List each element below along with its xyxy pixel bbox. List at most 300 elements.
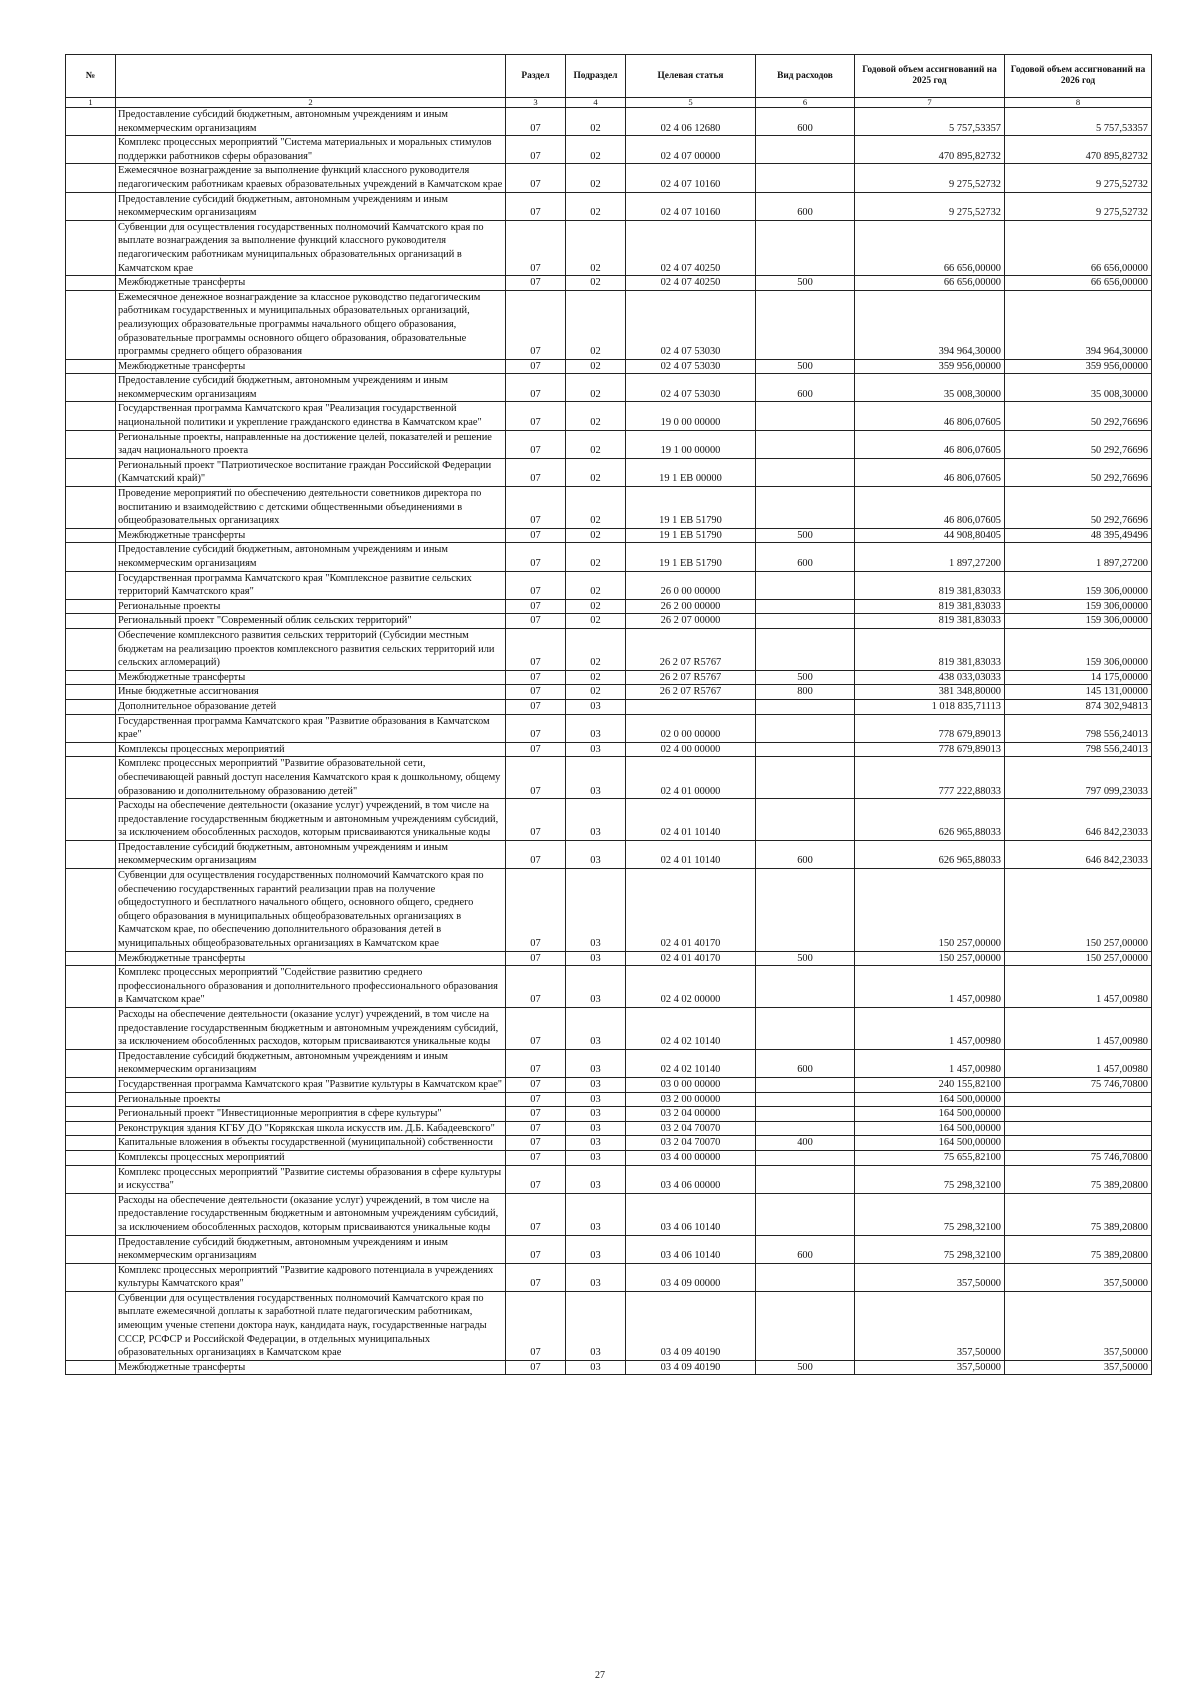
expense-type-cell: [756, 699, 855, 714]
razdel-cell: 07: [506, 571, 566, 599]
table-row: [66, 614, 1152, 629]
podrazdel-cell: 02: [566, 528, 626, 543]
target-article-cell: 02 4 01 00000: [626, 757, 756, 799]
target-article-cell: 03 4 09 40190: [626, 1360, 756, 1375]
amount-2026-cell: [1005, 1136, 1152, 1151]
header-name: [116, 55, 506, 98]
razdel-cell: 07: [506, 1193, 566, 1235]
amount-2026-cell: 159 306,00000: [1005, 614, 1152, 629]
razdel-cell: 07: [506, 869, 566, 952]
amount-2026-cell: 75 389,20800: [1005, 1165, 1152, 1193]
row-name-cell: Межбюджетные трансферты: [116, 670, 506, 685]
razdel-cell: 07: [506, 192, 566, 220]
amount-2025-cell: 66 656,00000: [855, 220, 1005, 275]
amount-2026-cell: 1 897,27200: [1005, 543, 1152, 571]
row-number-cell: [66, 1049, 116, 1077]
amount-2026-cell: [1005, 1092, 1152, 1107]
target-article-cell: 03 2 04 70070: [626, 1121, 756, 1136]
column-number: 8: [1005, 98, 1152, 108]
podrazdel-cell: 02: [566, 670, 626, 685]
expense-type-cell: 500: [756, 1360, 855, 1375]
expense-type-cell: [756, 220, 855, 275]
razdel-cell: 07: [506, 1077, 566, 1092]
target-article-cell: 26 2 07 00000: [626, 614, 756, 629]
row-number-cell: [66, 670, 116, 685]
amount-2025-cell: 35 008,30000: [855, 374, 1005, 402]
podrazdel-cell: 03: [566, 869, 626, 952]
table-row: [66, 1049, 1152, 1077]
row-number-cell: [66, 1150, 116, 1165]
header-row: [66, 55, 1152, 98]
razdel-cell: 07: [506, 220, 566, 275]
podrazdel-cell: 02: [566, 599, 626, 614]
budget-table: [65, 54, 1152, 1375]
expense-type-cell: [756, 136, 855, 164]
podrazdel-cell: 02: [566, 685, 626, 700]
table-row: [66, 374, 1152, 402]
row-name-cell: Иные бюджетные ассигнования: [116, 685, 506, 700]
table-row: [66, 799, 1152, 841]
amount-2025-cell: 626 965,88033: [855, 799, 1005, 841]
header-razdel: Раздел: [506, 55, 566, 98]
row-number-cell: [66, 1193, 116, 1235]
row-name-cell: Региональные проекты, направленные на достижение целей, показателей и решение задач национального проекта: [116, 430, 506, 458]
table-row: [66, 1077, 1152, 1092]
amount-2026-cell: 50 292,76696: [1005, 458, 1152, 486]
row-name-cell: Предоставление субсидий бюджетным, автономным учреждениям и иным некоммерческим организациям: [116, 1049, 506, 1077]
row-number-cell: [66, 742, 116, 757]
podrazdel-cell: 02: [566, 487, 626, 529]
razdel-cell: 07: [506, 402, 566, 430]
podrazdel-cell: 03: [566, 1121, 626, 1136]
amount-2026-cell: 66 656,00000: [1005, 220, 1152, 275]
table-row: [66, 1136, 1152, 1151]
expense-type-cell: [756, 757, 855, 799]
razdel-cell: 07: [506, 164, 566, 192]
expense-type-cell: 400: [756, 1136, 855, 1151]
target-article-cell: 26 2 07 R5767: [626, 670, 756, 685]
expense-type-cell: 600: [756, 543, 855, 571]
row-number-cell: [66, 571, 116, 599]
table-row: [66, 1165, 1152, 1193]
header-no: №: [66, 55, 116, 98]
row-name-cell: Ежемесячное денежное вознаграждение за классное руководство педагогическим работникам государственных и муниципальных образовательных организаций, реализующих образовательные программы начального общего образования, образовательные программы основного общего образования, образовательные программы среднего общего образования: [116, 290, 506, 359]
table-row: [66, 951, 1152, 966]
row-name-cell: Капитальные вложения в объекты государственной (муниципальной) собственности: [116, 1136, 506, 1151]
row-number-cell: [66, 374, 116, 402]
target-article-cell: 26 2 07 R5767: [626, 628, 756, 670]
target-article-cell: 03 4 00 00000: [626, 1150, 756, 1165]
row-number-cell: [66, 276, 116, 291]
expense-type-cell: [756, 402, 855, 430]
table-row: [66, 599, 1152, 614]
amount-2026-cell: 798 556,24013: [1005, 714, 1152, 742]
expense-type-cell: 600: [756, 840, 855, 868]
expense-type-cell: [756, 571, 855, 599]
razdel-cell: 07: [506, 1263, 566, 1291]
row-name-cell: Субвенции для осуществления государственных полномочий Камчатского края по выплате вознаграждения за выполнение функций классного руководителя педагогическим работникам муниципальных образовательных организаций в Камчатском крае: [116, 220, 506, 275]
razdel-cell: 07: [506, 951, 566, 966]
table-row: [66, 487, 1152, 529]
row-name-cell: Предоставление субсидий бюджетным, автономным учреждениям и иным некоммерческим организациям: [116, 108, 506, 136]
amount-2025-cell: 778 679,89013: [855, 742, 1005, 757]
table-row: [66, 1121, 1152, 1136]
podrazdel-cell: 02: [566, 192, 626, 220]
column-number: 7: [855, 98, 1005, 108]
expense-type-cell: 600: [756, 1235, 855, 1263]
row-number-cell: [66, 359, 116, 374]
target-article-cell: 03 4 09 00000: [626, 1263, 756, 1291]
podrazdel-cell: 03: [566, 1291, 626, 1360]
podrazdel-cell: 02: [566, 430, 626, 458]
amount-2026-cell: 14 175,00000: [1005, 670, 1152, 685]
amount-2026-cell: 646 842,23033: [1005, 840, 1152, 868]
row-number-cell: [66, 1263, 116, 1291]
expense-type-cell: [756, 1077, 855, 1092]
expense-type-cell: 800: [756, 685, 855, 700]
target-article-cell: 02 4 01 40170: [626, 951, 756, 966]
razdel-cell: 07: [506, 1008, 566, 1050]
expense-type-cell: 600: [756, 192, 855, 220]
target-article-cell: 19 1 EB 51790: [626, 543, 756, 571]
table-row: [66, 458, 1152, 486]
table-row: [66, 402, 1152, 430]
razdel-cell: 07: [506, 136, 566, 164]
expense-type-cell: 600: [756, 1049, 855, 1077]
header-expense-type: Вид расходов: [756, 55, 855, 98]
row-number-cell: [66, 1136, 116, 1151]
target-article-cell: 03 4 06 10140: [626, 1235, 756, 1263]
target-article-cell: 03 2 00 00000: [626, 1092, 756, 1107]
target-article-cell: 02 4 07 53030: [626, 359, 756, 374]
header-target-article: Целевая статья: [626, 55, 756, 98]
razdel-cell: 07: [506, 1049, 566, 1077]
target-article-cell: 03 0 00 00000: [626, 1077, 756, 1092]
razdel-cell: 07: [506, 840, 566, 868]
razdel-cell: 07: [506, 487, 566, 529]
amount-2025-cell: 470 895,82732: [855, 136, 1005, 164]
amount-2025-cell: 819 381,83033: [855, 628, 1005, 670]
row-name-cell: Региональный проект "Современный облик сельских территорий": [116, 614, 506, 629]
table-row: [66, 136, 1152, 164]
amount-2026-cell: 797 099,23033: [1005, 757, 1152, 799]
target-article-cell: 03 2 04 00000: [626, 1107, 756, 1122]
expense-type-cell: [756, 458, 855, 486]
target-article-cell: 03 4 06 00000: [626, 1165, 756, 1193]
amount-2026-cell: 145 131,00000: [1005, 685, 1152, 700]
row-number-cell: [66, 1092, 116, 1107]
row-number-cell: [66, 799, 116, 841]
amount-2025-cell: 357,50000: [855, 1360, 1005, 1375]
budget-table-sheet: [65, 54, 1151, 1375]
amount-2025-cell: 46 806,07605: [855, 487, 1005, 529]
row-name-cell: Субвенции для осуществления государственных полномочий Камчатского края по выплате ежемесячной доплаты к заработной плате педагогическим работникам, имеющим ученые степени доктора наук, кандидата наук, государственные награды СССР, РСФСР и Российской Федерации, в отдельных муниципальных образовательных организациях в Камчатском крае: [116, 1291, 506, 1360]
amount-2025-cell: 66 656,00000: [855, 276, 1005, 291]
expense-type-cell: [756, 290, 855, 359]
column-number: 1: [66, 98, 116, 108]
row-name-cell: Ежемесячное вознаграждение за выполнение функций классного руководителя педагогическим работникам краевых образовательных учреждений в Камчатском крае: [116, 164, 506, 192]
amount-2026-cell: 75 389,20800: [1005, 1235, 1152, 1263]
razdel-cell: 07: [506, 1360, 566, 1375]
podrazdel-cell: 02: [566, 290, 626, 359]
podrazdel-cell: 02: [566, 458, 626, 486]
expense-type-cell: [756, 966, 855, 1008]
amount-2025-cell: 381 348,80000: [855, 685, 1005, 700]
row-number-cell: [66, 430, 116, 458]
expense-type-cell: [756, 599, 855, 614]
header-year-2025: Годовой объем ассигнований на 2025 год: [855, 55, 1005, 98]
row-name-cell: Государственная программа Камчатского края "Развитие образования в Камчатском крае": [116, 714, 506, 742]
row-name-cell: Региональные проекты: [116, 599, 506, 614]
row-number-cell: [66, 614, 116, 629]
row-name-cell: Предоставление субсидий бюджетным, автономным учреждениям и иным некоммерческим организациям: [116, 192, 506, 220]
amount-2025-cell: 46 806,07605: [855, 402, 1005, 430]
row-name-cell: Комплексы процессных мероприятий: [116, 742, 506, 757]
podrazdel-cell: 03: [566, 1049, 626, 1077]
expense-type-cell: 600: [756, 108, 855, 136]
razdel-cell: 07: [506, 1165, 566, 1193]
row-name-cell: Предоставление субсидий бюджетным, автономным учреждениям и иным некоммерческим организациям: [116, 374, 506, 402]
expense-type-cell: 500: [756, 528, 855, 543]
expense-type-cell: [756, 164, 855, 192]
amount-2026-cell: 874 302,94813: [1005, 699, 1152, 714]
amount-2026-cell: 150 257,00000: [1005, 869, 1152, 952]
column-number: 3: [506, 98, 566, 108]
column-number-row: [66, 98, 1152, 108]
target-article-cell: 03 4 09 40190: [626, 1291, 756, 1360]
amount-2026-cell: 159 306,00000: [1005, 599, 1152, 614]
amount-2026-cell: 150 257,00000: [1005, 951, 1152, 966]
row-number-cell: [66, 458, 116, 486]
podrazdel-cell: 03: [566, 799, 626, 841]
podrazdel-cell: 03: [566, 840, 626, 868]
row-name-cell: Комплекс процессных мероприятий "Содействие развитию среднего профессионального образования и дополнительного профессионального образования в Камчатском крае": [116, 966, 506, 1008]
amount-2025-cell: 240 155,82100: [855, 1077, 1005, 1092]
amount-2025-cell: 150 257,00000: [855, 869, 1005, 952]
table-row: [66, 108, 1152, 136]
razdel-cell: 07: [506, 458, 566, 486]
razdel-cell: 07: [506, 1092, 566, 1107]
column-number: 2: [116, 98, 506, 108]
podrazdel-cell: 02: [566, 136, 626, 164]
amount-2025-cell: 819 381,83033: [855, 571, 1005, 599]
amount-2025-cell: 357,50000: [855, 1263, 1005, 1291]
target-article-cell: 02 4 07 00000: [626, 136, 756, 164]
row-number-cell: [66, 1360, 116, 1375]
row-number-cell: [66, 628, 116, 670]
table-row: [66, 1360, 1152, 1375]
razdel-cell: 07: [506, 966, 566, 1008]
table-row: [66, 840, 1152, 868]
expense-type-cell: [756, 1092, 855, 1107]
row-number-cell: [66, 951, 116, 966]
row-number-cell: [66, 699, 116, 714]
row-number-cell: [66, 164, 116, 192]
row-name-cell: Обеспечение комплексного развития сельских территорий (Субсидии местным бюджетам на реализацию проектов комплексного развития сельских территорий или сельских агломераций): [116, 628, 506, 670]
row-number-cell: [66, 220, 116, 275]
podrazdel-cell: 02: [566, 276, 626, 291]
table-row: [66, 1092, 1152, 1107]
table-row: [66, 359, 1152, 374]
razdel-cell: 07: [506, 670, 566, 685]
amount-2026-cell: 9 275,52732: [1005, 192, 1152, 220]
amount-2026-cell: [1005, 1107, 1152, 1122]
razdel-cell: 07: [506, 108, 566, 136]
podrazdel-cell: 03: [566, 1193, 626, 1235]
row-number-cell: [66, 402, 116, 430]
target-article-cell: 19 0 00 00000: [626, 402, 756, 430]
razdel-cell: 07: [506, 1150, 566, 1165]
table-row: [66, 430, 1152, 458]
row-name-cell: Межбюджетные трансферты: [116, 951, 506, 966]
amount-2026-cell: 357,50000: [1005, 1360, 1152, 1375]
amount-2026-cell: 48 395,49496: [1005, 528, 1152, 543]
target-article-cell: 02 0 00 00000: [626, 714, 756, 742]
amount-2025-cell: 1 018 835,71113: [855, 699, 1005, 714]
amount-2025-cell: 164 500,00000: [855, 1107, 1005, 1122]
expense-type-cell: 500: [756, 670, 855, 685]
podrazdel-cell: 02: [566, 359, 626, 374]
row-name-cell: Предоставление субсидий бюджетным, автономным учреждениям и иным некоммерческим организациям: [116, 840, 506, 868]
podrazdel-cell: 03: [566, 1107, 626, 1122]
podrazdel-cell: 03: [566, 1136, 626, 1151]
row-name-cell: Субвенции для осуществления государственных полномочий Камчатского края по обеспечению государственных гарантий реализации прав на получение общедоступного и бесплатного начального общего, основного общего, среднего общего образования в муниципальных общеобразовательных организациях в Камчатском крае, по обеспечению дополнительного образования детей в муниципальных общеобразовательных организациях в Камчатском крае: [116, 869, 506, 952]
expense-type-cell: 500: [756, 276, 855, 291]
podrazdel-cell: 02: [566, 614, 626, 629]
razdel-cell: 07: [506, 1136, 566, 1151]
amount-2026-cell: 357,50000: [1005, 1263, 1152, 1291]
expense-type-cell: [756, 614, 855, 629]
amount-2026-cell: 50 292,76696: [1005, 430, 1152, 458]
table-row: [66, 1235, 1152, 1263]
amount-2025-cell: 394 964,30000: [855, 290, 1005, 359]
razdel-cell: 07: [506, 374, 566, 402]
razdel-cell: 07: [506, 543, 566, 571]
row-number-cell: [66, 1121, 116, 1136]
row-name-cell: Межбюджетные трансферты: [116, 276, 506, 291]
amount-2025-cell: 626 965,88033: [855, 840, 1005, 868]
target-article-cell: 03 4 06 10140: [626, 1193, 756, 1235]
row-number-cell: [66, 966, 116, 1008]
row-name-cell: Дополнительное образование детей: [116, 699, 506, 714]
amount-2026-cell: 35 008,30000: [1005, 374, 1152, 402]
podrazdel-cell: 03: [566, 1077, 626, 1092]
amount-2025-cell: 75 298,32100: [855, 1193, 1005, 1235]
amount-2025-cell: 9 275,52732: [855, 192, 1005, 220]
row-number-cell: [66, 840, 116, 868]
row-number-cell: [66, 685, 116, 700]
row-number-cell: [66, 290, 116, 359]
podrazdel-cell: 02: [566, 108, 626, 136]
target-article-cell: 02 4 07 40250: [626, 220, 756, 275]
razdel-cell: 07: [506, 599, 566, 614]
amount-2025-cell: 438 033,03033: [855, 670, 1005, 685]
row-name-cell: Региональный проект "Инвестиционные мероприятия в сфере культуры": [116, 1107, 506, 1122]
row-number-cell: [66, 1235, 116, 1263]
expense-type-cell: 600: [756, 374, 855, 402]
row-number-cell: [66, 599, 116, 614]
row-name-cell: Комплекс процессных мероприятий "Развитие образовательной сети, обеспечивающей равный доступ населения Камчатского края к дошкольному, общему образованию и дополнительному образованию детей": [116, 757, 506, 799]
row-number-cell: [66, 108, 116, 136]
row-number-cell: [66, 543, 116, 571]
amount-2025-cell: 46 806,07605: [855, 430, 1005, 458]
target-article-cell: 02 4 00 00000: [626, 742, 756, 757]
expense-type-cell: [756, 430, 855, 458]
podrazdel-cell: 02: [566, 543, 626, 571]
podrazdel-cell: 03: [566, 714, 626, 742]
podrazdel-cell: 02: [566, 628, 626, 670]
expense-type-cell: 500: [756, 951, 855, 966]
podrazdel-cell: 03: [566, 757, 626, 799]
row-name-cell: Комплекс процессных мероприятий "Развитие кадрового потенциала в учреждениях культуры Камчатского края": [116, 1263, 506, 1291]
row-name-cell: Расходы на обеспечение деятельности (оказание услуг) учреждений, в том числе на предоставление государственным бюджетным и автономным учреждениям субсидий, за исключением обособленных расходов, которым присваиваются уникальные коды: [116, 1193, 506, 1235]
expense-type-cell: [756, 1008, 855, 1050]
table-row: [66, 670, 1152, 685]
amount-2026-cell: 646 842,23033: [1005, 799, 1152, 841]
podrazdel-cell: 03: [566, 1008, 626, 1050]
podrazdel-cell: 03: [566, 1360, 626, 1375]
amount-2026-cell: 50 292,76696: [1005, 487, 1152, 529]
amount-2026-cell: 1 457,00980: [1005, 966, 1152, 1008]
amount-2026-cell: 75 746,70800: [1005, 1150, 1152, 1165]
row-name-cell: Региональные проекты: [116, 1092, 506, 1107]
amount-2025-cell: 75 655,82100: [855, 1150, 1005, 1165]
row-name-cell: Региональный проект "Патриотическое воспитание граждан Российской Федерации (Камчатский край)": [116, 458, 506, 486]
amount-2025-cell: 819 381,83033: [855, 599, 1005, 614]
row-name-cell: Государственная программа Камчатского края "Реализация государственной национальной политики и укрепление гражданского единства в Камчатском крае": [116, 402, 506, 430]
amount-2025-cell: 1 457,00980: [855, 1049, 1005, 1077]
column-number: 5: [626, 98, 756, 108]
podrazdel-cell: 02: [566, 374, 626, 402]
table-row: [66, 685, 1152, 700]
razdel-cell: 07: [506, 699, 566, 714]
target-article-cell: 03 2 04 70070: [626, 1136, 756, 1151]
row-name-cell: Комплексы процессных мероприятий: [116, 1150, 506, 1165]
amount-2025-cell: 164 500,00000: [855, 1092, 1005, 1107]
row-name-cell: Предоставление субсидий бюджетным, автономным учреждениям и иным некоммерческим организациям: [116, 1235, 506, 1263]
column-number: 4: [566, 98, 626, 108]
table-row: [66, 1008, 1152, 1050]
amount-2025-cell: 164 500,00000: [855, 1136, 1005, 1151]
amount-2025-cell: 46 806,07605: [855, 458, 1005, 486]
row-number-cell: [66, 1291, 116, 1360]
row-number-cell: [66, 136, 116, 164]
amount-2026-cell: 798 556,24013: [1005, 742, 1152, 757]
table-row: [66, 220, 1152, 275]
table-row: [66, 1150, 1152, 1165]
row-number-cell: [66, 714, 116, 742]
amount-2025-cell: 44 908,80405: [855, 528, 1005, 543]
amount-2026-cell: 159 306,00000: [1005, 628, 1152, 670]
amount-2025-cell: 1 897,27200: [855, 543, 1005, 571]
row-number-cell: [66, 487, 116, 529]
amount-2026-cell: 359 956,00000: [1005, 359, 1152, 374]
podrazdel-cell: 03: [566, 699, 626, 714]
target-article-cell: 02 4 07 10160: [626, 164, 756, 192]
target-article-cell: 02 4 07 40250: [626, 276, 756, 291]
target-article-cell: 26 2 07 R5767: [626, 685, 756, 700]
amount-2025-cell: 1 457,00980: [855, 966, 1005, 1008]
razdel-cell: 07: [506, 614, 566, 629]
amount-2026-cell: 50 292,76696: [1005, 402, 1152, 430]
table-row: [66, 543, 1152, 571]
target-article-cell: 02 4 07 10160: [626, 192, 756, 220]
amount-2025-cell: 75 298,32100: [855, 1165, 1005, 1193]
table-row: [66, 1291, 1152, 1360]
row-number-cell: [66, 1077, 116, 1092]
razdel-cell: 07: [506, 290, 566, 359]
target-article-cell: 19 1 EB 51790: [626, 528, 756, 543]
